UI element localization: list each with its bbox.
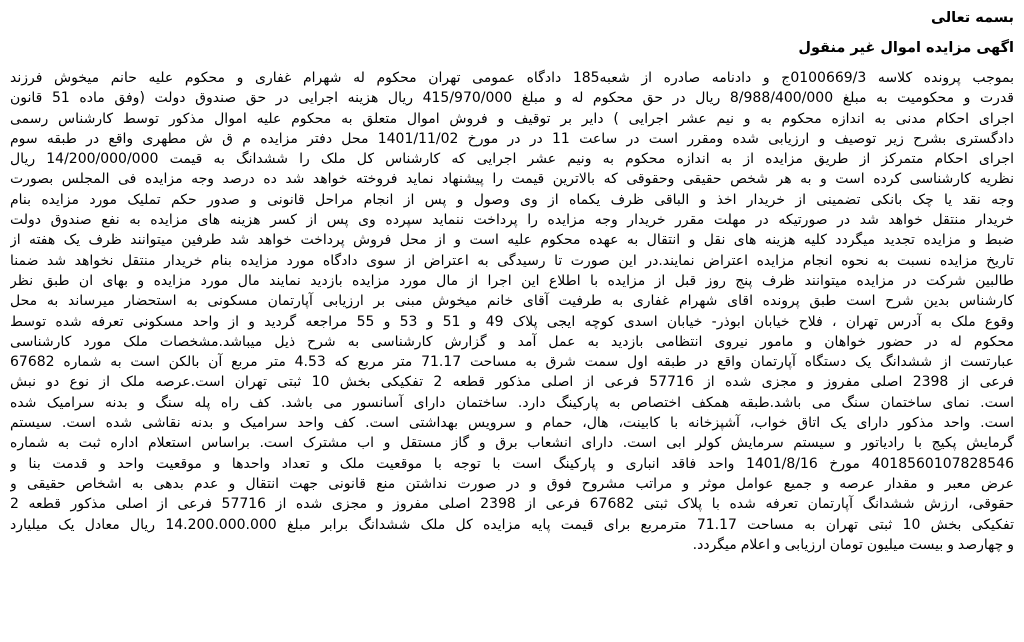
- body-line: اجرای احکام مدنی به اندازه محکوم به و نیم عشر اجرایی ) دایر بر توقیف و فروش اموال متعلق به محکوم علیه اموال مذکور توسط کارشناس رسمی: [10, 110, 1014, 127]
- body-line: خریدار منتقل خواهد شد در صورتیکه در مهلت مقرر خریدار وجه مزایده را پرداخت ننماید سپرده وی پس از کسر هزینه های مزایده به نفع صندوق دولت: [10, 212, 1014, 229]
- body-line: محکوم له در حضور خواهان و مامور نیروی انتظامی بازدید به عمل آمد و گزارش کارشناسی به شرح ذیل میباشد.مشخصات ملک مورد کارشناسی: [10, 333, 1014, 350]
- body-line: کارشناس بدین شرح است طبق پرونده اقای شهرام غفاری به طرفیت آقای خانم میخوش مبنی بر ارزیابی آپارتمان مسکونی به استحضار میرساند به محل: [10, 293, 1014, 310]
- body-line: و چهارصد و بیست میلیون تومان ارزیابی و اعلام میگردد.: [692, 536, 1014, 553]
- body-line: فرعی از 2398 اصلی مفروز و مجزی شده از 57716 فرعی از اصلی مذکور قطعه 2 تفکیکی بخش 10 ثبتی تهران است.عرصه ملک از نوع دو نبش: [10, 374, 1014, 391]
- basmala-heading: بسمه تعالی: [931, 10, 1014, 26]
- body-line: ضبط و مزایده تجدید میگردد کلیه هزینه های نقل و انتقال به عهده محکوم علیه است و از محل فروش پرداخت خواهد شد طرفین میتوانند ظرف یک هفته از: [10, 232, 1014, 249]
- body-line: قدرت و محکومیت به مبلغ 8/988/400/000 ریال در حق محکوم له و مبلغ 415/970/000 ریال هزینه اجرایی در حق صندوق دولت (وفق ماده 51 قانون: [10, 90, 1014, 107]
- body-line: 4018560107828546 مورخ 1401/8/16 واحد فاقد انباری و پارکینگ است با توجه با موقعیت ملک و تعداد واحدها و موقعیت واحد و قدمت بنا و: [10, 455, 1014, 472]
- notice-title: اگهی مزایده اموال غیر منقول: [798, 40, 1014, 56]
- notice-body: [10, 68, 1014, 555]
- body-line: طالبین شرکت در مزایده میتوانند ظرف پنج روز قبل از مزایده با اطلاع این اجرا از مال مورد مزایده بازدید نمایند مال مورد مزایده و بهای ان طبق نظر: [10, 272, 1014, 289]
- body-line: اجرای احکام متمرکز از طریق مزایده از به اندازه محکوم به ونیم عشر اجرایی که کارشناس کل ملک را ششدانگ به قیمت 14/200/000/000 ریال: [10, 151, 1014, 168]
- body-line: گرمایش پکیج با رادیاتور و سیستم سرمایش کولر ابی است. دارای انشعاب برق و گاز مستقل و اب مشترک است. براساس استعلام اداره ثبت به شماره: [10, 435, 1014, 452]
- body-line: دادگستری بشرح زیر توصیف و ارزیابی شده ومقرر است در ساعت 11 در در مورخ 1401/11/02 محل دفتر مزایده م ق ش مطهری واقع در طبقه سوم: [10, 130, 1014, 147]
- body-line: حقوقی، ارزش ششدانگ آپارتمان تعرفه شده با پلاک ثبتی 67682 فرعی از 2398 اصلی مفروز و مجزی شده از 57716 فرعی از اصلی مذکور قطعه 2: [10, 496, 1014, 513]
- body-line: عبارتست از ششدانگ یک دستگاه آپارتمان واقع در طبقه اول سمت شرق به مساحت 71.17 متر مربع که 4.53 متر مربع آن بالکن است به شماره 67682: [10, 354, 1014, 371]
- body-line: تاریخ مزایده نسبت به نحوه انجام مزایده اعتراض نمایند.در این صورت تا رسیدگی به اعتراض از سوی دادگاه مورد مزایده بنام خریدار منتقل نخواهد شد ضمنا: [10, 252, 1014, 269]
- body-line: عرض معبر و مقدار عرصه و جمیع عوامل موثر و مراتب مشروح فوق و در صورت نداشتن منع قانونی جهت انتقال و عدم بدهی به اشخاص حقیقی و: [10, 475, 1014, 492]
- body-line: است. نمای ساختمان سنگ می باشد.طبقه همکف اختصاص به پارکینگ دارد. ساختمان دارای آسانسور می باشد. کف راه پله سنگ و بدنه سرامیک شده: [10, 394, 1014, 411]
- body-line: بموجب پرونده کلاسه 0100669/3ج و دادنامه صادره از شعبه185 دادگاه عمومی تهران محکوم له شهرام غفاری و محکوم علیه حانم میخوش فرزند: [10, 70, 1014, 86]
- body-line: وقوع ملک به آدرس تهران ، فلاح خیابان ابوذر- خیابان اسدی کوچه ایجی پلاک 49 و 51 و 53 و 55 مراجعه گردید و از واحد مسکونی تعرفه شده توسط: [10, 313, 1014, 330]
- body-line: است. واحد مذکور دارای یک اتاق خواب، آشپزخانه با کابینت، هال، حمام و سرویس بهداشتی است. کف واحد سرامیک و بدنه نقاشی شده است. سیستم: [10, 415, 1014, 432]
- body-line: وجه نقد یا چک بانکی تضمینی از خریدار اخذ و الباقی ظرف یکماه از وی وصول و پس از انجام مراحل قانونی و صدور حکم تملیک مورد مزایده بنام: [10, 191, 1014, 208]
- body-line: تفکیکی بخش 10 ثبتی تهران به مساحت 71.17 مترمربع برای قیمت پایه مزایده کل ملک ششدانگ برابر مبلغ 14.200.000.000 ریال معادل یک میلیارد: [10, 516, 1014, 533]
- body-line: نظریه کارشناسی کرده است و به هر شخص حقیقی وحقوقی که بالاترین قیمت را پیشنهاد نماید فروخته خواهد شد ده درصد وجه مزایده فی المجلس بصورت: [10, 171, 1014, 188]
